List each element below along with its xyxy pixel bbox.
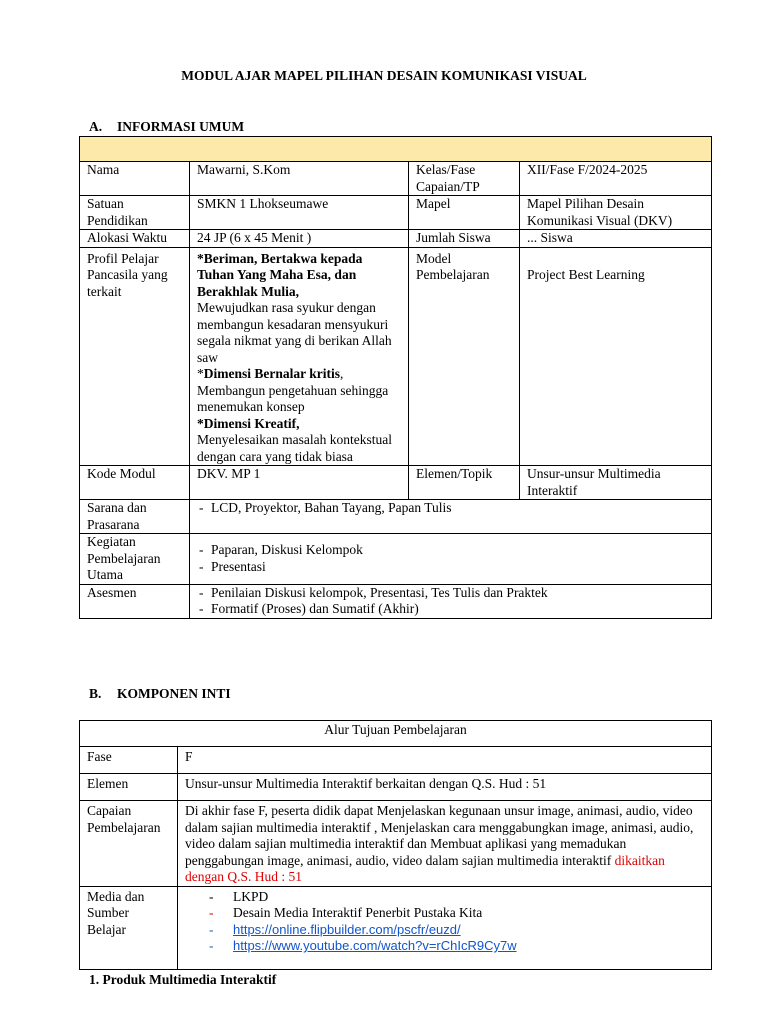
profil-point-1-text: Mewujudkan rasa syukur dengan membangun kesadaran mensyukuri segala nikmat yang di berikan Allah saw	[197, 300, 392, 365]
jumlah-value: ... Siswa	[520, 230, 712, 248]
section-a-heading	[89, 119, 244, 136]
profil-point-2-title	[197, 366, 401, 383]
kode-value: DKV. MP 1	[190, 466, 409, 500]
subsection-heading: 1. Produk Multimedia Interaktif	[89, 972, 277, 987]
table-header-row	[80, 137, 712, 162]
section-a-number: A.	[89, 119, 103, 134]
asesmen-list	[197, 585, 704, 618]
flipbuilder-link[interactable]: https://online.flipbuilder.com/pscfr/euzd/	[233, 921, 461, 937]
asesmen-label: Asesmen	[80, 584, 190, 618]
alokasi-value: 24 JP (6 x 45 Menit )	[190, 230, 409, 248]
media-label: Media dan Sumber Belajar	[80, 886, 178, 969]
table-row	[80, 230, 712, 248]
list-item: - Desain Media Interaktif Penerbit Pustaka Kita	[209, 905, 704, 922]
profil-point-2-comma: ,	[340, 366, 344, 381]
alur-tujuan-header: Alur Tujuan Pembelajaran	[80, 721, 712, 747]
section-b-number: B.	[89, 686, 102, 701]
youtube-link[interactable]: https://www.youtube.com/watch?v=rChIcR9Cy7w	[233, 938, 517, 953]
capaian-value	[178, 801, 712, 887]
list-item: - LKPD	[209, 889, 704, 906]
list-item: - Paparan, Diskusi Kelompok	[197, 542, 704, 559]
section-b-heading	[89, 686, 231, 703]
table-row	[80, 466, 712, 500]
satuan-value: SMKN 1 Lhokseumawe	[190, 196, 409, 230]
profil-point-3-title: *Dimensi Kreatif,	[197, 415, 300, 431]
profil-label: Profil Pelajar Pancasila yang terkait	[80, 247, 190, 466]
jumlah-label: Jumlah Siswa	[409, 230, 520, 248]
table-row	[80, 747, 712, 774]
sarana-label: Sarana dan Prasarana	[80, 500, 190, 534]
list-item: - Penilaian Diskusi kelompok, Presentasi, Tes Tulis dan Praktek	[197, 585, 704, 602]
model-label: Model Pembelajaran	[409, 247, 520, 466]
profil-value	[190, 247, 409, 466]
sarana-list	[197, 500, 704, 517]
elemen-label: Elemen	[80, 774, 178, 801]
elemen-topik-value: Unsur-unsur Multimedia Interaktif	[520, 466, 712, 500]
table-row	[80, 534, 712, 585]
informasi-umum-table	[79, 136, 712, 619]
profil-point-2-text: Membangun pengetahuan sehingga menemukan konsep	[197, 382, 389, 414]
profil-point-2-bold: Dimensi Bernalar kritis	[203, 366, 340, 381]
table-row	[80, 247, 712, 466]
capaian-label: Capaian Pembelajaran	[80, 801, 178, 887]
elemen-value: Unsur-unsur Multimedia Interaktif berkaitan dengan Q.S. Hud : 51	[178, 774, 712, 801]
alokasi-label: Alokasi Waktu	[80, 230, 190, 248]
kode-label: Kode Modul	[80, 466, 190, 500]
document-title: MODUL AJAR MAPEL PILIHAN DESAIN KOMUNIKASI VISUAL	[181, 68, 587, 83]
kelas-label: Kelas/Fase Capaian/TP	[409, 162, 520, 196]
kelas-value: XII/Fase F/2024-2025	[520, 162, 712, 196]
table-row	[80, 801, 712, 887]
profil-point-3-text: Menyelesaikan masalah kontekstual dengan cara yang tidak biasa	[197, 432, 392, 464]
table-row	[80, 774, 712, 801]
list-item	[209, 938, 704, 955]
list-item: - Formatif (Proses) dan Sumatif (Akhir)	[197, 601, 704, 618]
mapel-label: Mapel	[409, 196, 520, 230]
table-row	[80, 196, 712, 230]
model-value: Project Best Learning	[520, 247, 712, 466]
komponen-inti-table	[79, 720, 712, 970]
kegiatan-label: Kegiatan Pembelajaran Utama	[80, 534, 190, 585]
fase-label: Fase	[80, 747, 178, 774]
list-item: - Presentasi	[197, 559, 704, 576]
list-item	[209, 922, 704, 939]
list-item: - LCD, Proyektor, Bahan Tayang, Papan Tulis	[197, 500, 704, 517]
table-row	[80, 886, 712, 969]
section-b-label: KOMPONEN INTI	[117, 686, 231, 701]
asesmen-value	[190, 584, 712, 618]
table-row	[80, 500, 712, 534]
sarana-value	[190, 500, 712, 534]
mapel-value: Mapel Pilihan Desain Komunikasi Visual (DKV)	[520, 196, 712, 230]
section-a-label: INFORMASI UMUM	[117, 119, 245, 134]
profil-point-2-star: *	[197, 366, 204, 381]
profil-point-1-title: *Beriman, Bertakwa kepada Tuhan Yang Maha Esa, dan Berakhlak Mulia,	[197, 250, 363, 299]
table-row	[80, 162, 712, 196]
nama-value: Mawarni, S.Kom	[190, 162, 409, 196]
nama-label: Nama	[80, 162, 190, 196]
fase-value: F	[178, 747, 712, 774]
elemen-topik-label: Elemen/Topik	[409, 466, 520, 500]
media-list	[185, 889, 704, 955]
capaian-red-text: dikaitkan dengan Q.S. Hud : 51	[185, 852, 665, 884]
kegiatan-value	[190, 534, 712, 585]
satuan-label: Satuan Pendidikan	[80, 196, 190, 230]
table-header-row	[80, 721, 712, 747]
table-row	[80, 584, 712, 618]
capaian-text: Di akhir fase F, peserta didik dapat Menjelaskan kegunaan unsur image, animasi, audio, video dalam sajian multimedia interaktif , Menjelaskan cara menggabungkan image, animasi, audio, video dalam sajian multimedia interaktif dan Membuat aplikasi yang memadukan penggabungan image, animasi, audio, video dalam sajian multimedia interaktif	[185, 803, 694, 868]
kegiatan-list	[197, 542, 704, 575]
media-value	[178, 886, 712, 969]
